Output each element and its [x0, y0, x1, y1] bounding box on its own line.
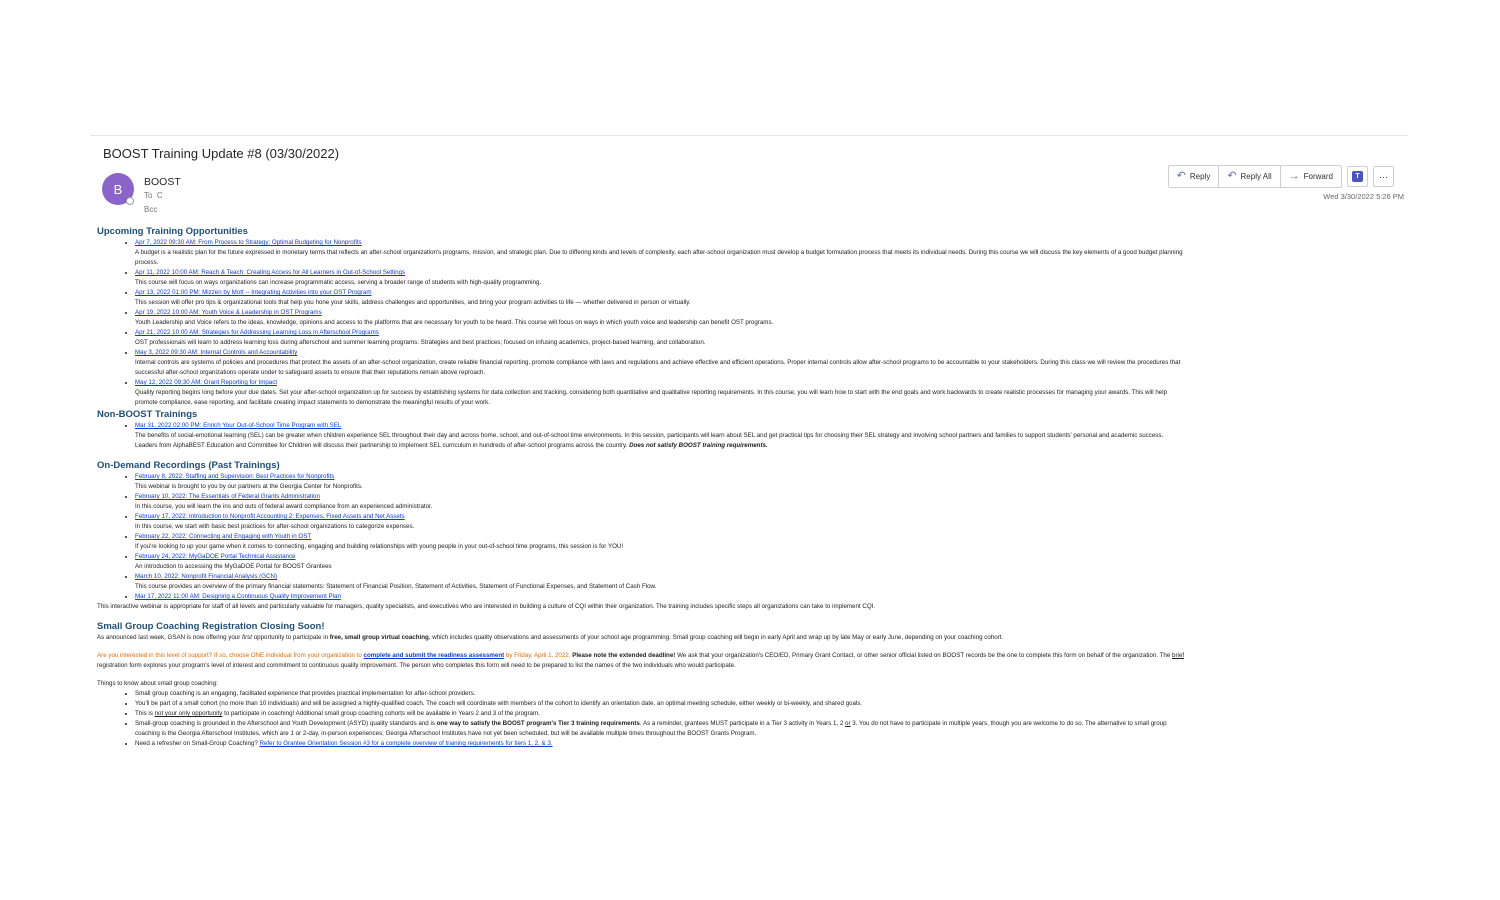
list-item	[135, 592, 1187, 602]
reply-all-button[interactable]	[1219, 166, 1280, 187]
training-link[interactable]: May 12, 2022 09:30 AM: Grant Reporting for Impact	[135, 379, 278, 386]
recording-link[interactable]: February 22, 2022: Connecting and Engaging with Youth in OST	[135, 533, 312, 540]
recording-link[interactable]: Mar 17, 2022 11:00 AM: Designing a Continuous Quality Improvement Plan	[135, 593, 341, 600]
to-line	[144, 191, 163, 200]
teams-icon: T	[1352, 171, 1363, 182]
section-heading-non-boost: Non-BOOST Trainings	[97, 409, 198, 420]
list-item	[135, 421, 1187, 451]
non-boost-list	[97, 421, 1187, 451]
list-item	[135, 552, 1187, 572]
training-link[interactable]: Apr 21, 2022 10:00 AM: Strategies for Addressing Learning Loss in Afterschool Programs	[135, 329, 379, 336]
reply-button[interactable]	[1169, 166, 1220, 187]
received-date: Wed 3/30/2022 5:26 PM	[1323, 192, 1404, 201]
section-heading-coaching: Small Group Coaching Registration Closing Soon!	[97, 621, 325, 632]
recording-description: This course provides an overview of the primary financial statements: Statement of Financial Position, Statement of Activities, Statement of Functional Expenses, and Statement of Cash Flow.	[135, 583, 657, 590]
email-reading-pane	[90, 135, 1408, 795]
message-actions	[1168, 165, 1394, 188]
training-link[interactable]: May 3, 2022 09:30 AM: Internal Controls and Accountability	[135, 349, 298, 356]
recording-description: This webinar is brought to you by our partners at the Georgia Center for Nonprofits.	[135, 483, 363, 490]
training-description: Internal controls are systems of policies and procedures that protect the assets of an after-school organization, create reliable financial reporting, promote compliance with laws and regulations and achieve effective and efficient operations. Proper internal controls allow after-school programs to be accountable to your stakeholders. During this class we will review the procedures that successful after-school organizations operate under to safeguard assets to ensure that their reputations remain above reproach.	[135, 359, 1181, 376]
list-item	[135, 288, 1187, 308]
training-description: A budget is a realistic plan for the future expressed in monetary terms that reflects an after-school organization's programs, mission, and strategic plan. Due to differing kinds and levels of complexity, each after-school organization must develop a budget formulation process that meets its individual needs. During this course we will discuss the key elements of a good budget planning process.	[135, 249, 1183, 266]
avatar-initial: B	[113, 181, 123, 197]
list-item: • This is not your only opportunity to participate in coaching! Additional small group coaching cohorts will be available in Years 2 and 3 of the program.	[135, 709, 1187, 719]
reply-icon: ↶	[1176, 170, 1186, 182]
cqi-description: This interactive webinar is appropriate for staff of all levels and particularly valuable for managers, quality specialists, and executives who are interested in building a culture of CQI within their organization. The training includes specific steps all organizations can take to implement CQI.	[97, 603, 876, 610]
list-item	[135, 348, 1187, 378]
list-item	[135, 572, 1187, 592]
divider	[90, 135, 1408, 136]
list-item	[135, 238, 1187, 268]
training-link[interactable]: Apr 7, 2022 09:30 AM: From Process to Strategy: Optimal Budgeting for Nonprofits	[135, 239, 362, 246]
recording-description: In this course, you will learn the ins and outs of federal award compliance from an experienced administrator.	[135, 503, 433, 510]
recording-link[interactable]: February 8, 2022: Staffing and Supervision: Best Practices for Nonprofits	[135, 473, 335, 480]
bcc-label: Bcc	[144, 205, 158, 214]
presence-status-icon	[126, 197, 134, 205]
recording-link[interactable]: March 10, 2022: Nonprofit Financial Analysis (GCN)	[135, 573, 278, 580]
description-text: The benefits of social-emotional learning (SEL) can be greater when children experience SEL throughout their day and across home, school, and out-of-school time environments. In this session, participants will learn about SEL and get practical tips for choosing their SEL strategy and involving school partners and families to support students' personal and academic success. Leaders from AlphaBEST Education and Committee for Children will discuss their partnership to implement SEL curriculum in hundreds of after-school programs across the country.	[135, 432, 1164, 449]
reply-all-icon: ↶	[1227, 170, 1237, 182]
coaching-intro: As announced last week, GSAN is now offering your first opportunity to participate in free, small group virtual coaching, which includes quality observations and assessments of your school age programming. Small group coaching will begin in early April and wrap up by late May or early June, depending on your coaching cohort.	[97, 634, 1004, 641]
training-description: Youth Leadership and Voice refers to the ideas, knowledge, opinions and access to the platforms that are necessary for youth to be heard. This course will focus on ways in which youth voice and leadership can benefit OST programs.	[135, 319, 774, 326]
list-item	[135, 512, 1187, 532]
on-demand-list	[97, 472, 1187, 602]
recording-link[interactable]: February 10, 2022: The Essentials of Federal Grants Administration	[135, 493, 320, 500]
forward-label: Forward	[1303, 172, 1333, 181]
training-description	[135, 431, 1187, 451]
list-item	[135, 308, 1187, 328]
reply-label: Reply	[1189, 172, 1211, 181]
training-link[interactable]: Apr 13, 2022 01:00 PM: Mizzen by Mott -- Integrating Activities into your OST Program	[135, 289, 372, 296]
list-item	[135, 268, 1187, 288]
recording-link[interactable]: February 17, 2022: Introduction to Nonprofit Accounting 2: Expenses, Fixed Assets and Net Assets	[135, 513, 405, 520]
more-actions-button[interactable]: ···	[1373, 166, 1394, 187]
email-body	[97, 225, 1187, 749]
to-label: To	[144, 191, 153, 200]
things-to-know-label: Things to know about small group coaching:	[97, 680, 218, 687]
readiness-assessment-link[interactable]: complete and submit the readiness assessment	[363, 652, 505, 659]
reply-all-label: Reply All	[1240, 172, 1272, 181]
training-description: OST professionals will learn to address learning loss during afterschool and summer learning programs. Strategies and best practices; focused on infusing academics, project-based learning, and collaboration.	[135, 339, 706, 346]
section-heading-on-demand: On-Demand Recordings (Past Trainings)	[97, 460, 280, 471]
list-item: • Small-group coaching is grounded in the Afterschool and Youth Development (ASYD) quality standards and is one way to satisfy the BOOST program's Tier 3 training requirements. As a reminder, grantees MUST participate in a Tier 3 activity in Years 1, 2 or 3. You do not have to participate in multiple years, though you are welcome to do so. The alternative to small group coaching is the Georgia Afterschool Institutes, which are 1 or 2-day, in-person experiences; Georgia Afterschool Institutes have not yet been scheduled, but will be available multiple times throughout the BOOST Grants Program.	[135, 719, 1187, 739]
grantee-orientation-link[interactable]: Refer to Grantee Orientation Session #3 for a complete overview of training requirements for tiers 1, 2, & 3.	[259, 740, 553, 747]
list-item	[135, 472, 1187, 492]
sender-name[interactable]: BOOST	[144, 176, 181, 188]
requirements-note: Does not satisfy BOOST training requirements.	[629, 442, 768, 449]
training-description: This course will focus on ways organizations can increase programmatic access, serving a broader range of students with high-quality programming.	[135, 279, 542, 286]
list-item: • You'll be part of a small cohort (no more than 10 individuals) and will be assigned a highly-qualified coach. The coach will coordinate with members of the cohort to identify an orientation date, an optimal meeting schedule, either weekly or bi-weekly, and shared goals.	[135, 699, 1187, 709]
list-item: • Need a refresher on Small-Group Coaching? Refer to Grantee Orientation Session #3 for a complete overview of training requirements for tiers 1, 2, & 3.	[135, 739, 1187, 749]
recording-link[interactable]: February 24, 2022: MyGaDOE Portal Technical Assistance	[135, 553, 296, 560]
forward-button[interactable]	[1281, 166, 1341, 187]
to-recipient[interactable]: C	[156, 191, 163, 200]
training-link[interactable]: Apr 11, 2022 10:00 AM: Reach & Teach: Creating Access for All Learners in Out-of-School Settings	[135, 269, 406, 276]
list-item	[135, 492, 1187, 512]
coaching-facts-list	[97, 689, 1187, 749]
email-subject: BOOST Training Update #8 (03/30/2022)	[103, 146, 340, 161]
forward-icon: →	[1288, 170, 1300, 182]
training-link[interactable]: Mar 31, 2022 02:00 PM: Enrich Your Out-of-School Time Program with SEL	[135, 422, 342, 429]
list-item	[135, 532, 1187, 552]
coaching-readiness-paragraph: Are you interested in this level of support? If so, choose ONE individual from your organization to complete and submit the readiness assessment by Friday, April 1, 2022. Please note the extended deadline! We ask that your organization's CEO/ED, Primary Grant Contact, or other senior official listed on BOOST records be the one to complete this form on behalf of the organization. The brief registration form explores your program's level of interest and commitment to continuous quality improvement. The person who completes this form will need to be prepared to list the names of the two individuals who would participate.	[97, 652, 1185, 669]
teams-button[interactable]	[1347, 166, 1368, 187]
training-description: Quality reporting begins long before your due dates. Set your after-school organization up for success by establishing systems for data collection and tracking, considering both quantitative and qualitative reporting requirements. In this course, you will learn how to start with the end goals and work backwards to create realistic processes for managing your awards. This will help promote compliance, ease reporting, and facilitate creating impact statements to demonstrate the meaningful results of your work.	[135, 389, 1168, 406]
recording-description: An introduction to accessing the MyGaDOE Portal for BOOST Grantees	[135, 563, 332, 570]
section-heading-upcoming: Upcoming Training Opportunities	[97, 226, 248, 237]
reply-button-group	[1168, 165, 1342, 188]
recording-description: If you're looking to up your game when it comes to connecting, engaging and building relationships with young people in your out-of-school time programs, this session is for YOU!	[135, 543, 624, 550]
list-item	[135, 328, 1187, 348]
list-item	[135, 378, 1187, 408]
recording-description: In this course, we start with basic best practices for after-school organizations to categorize expenses.	[135, 523, 415, 530]
training-link[interactable]: Apr 19, 2022 10:00 AM: Youth Voice & Leadership in OST Programs	[135, 309, 322, 316]
upcoming-list	[97, 238, 1187, 408]
list-item: • Small group coaching is an engaging, facilitated experience that provides practical implementation for after-school providers.	[135, 689, 1187, 699]
training-description: This session will offer pro tips & organizational tools that help you hone your skills, address challenges and opportunities, and bring your program activities to life — whether delivered in person or virtually.	[135, 299, 691, 306]
